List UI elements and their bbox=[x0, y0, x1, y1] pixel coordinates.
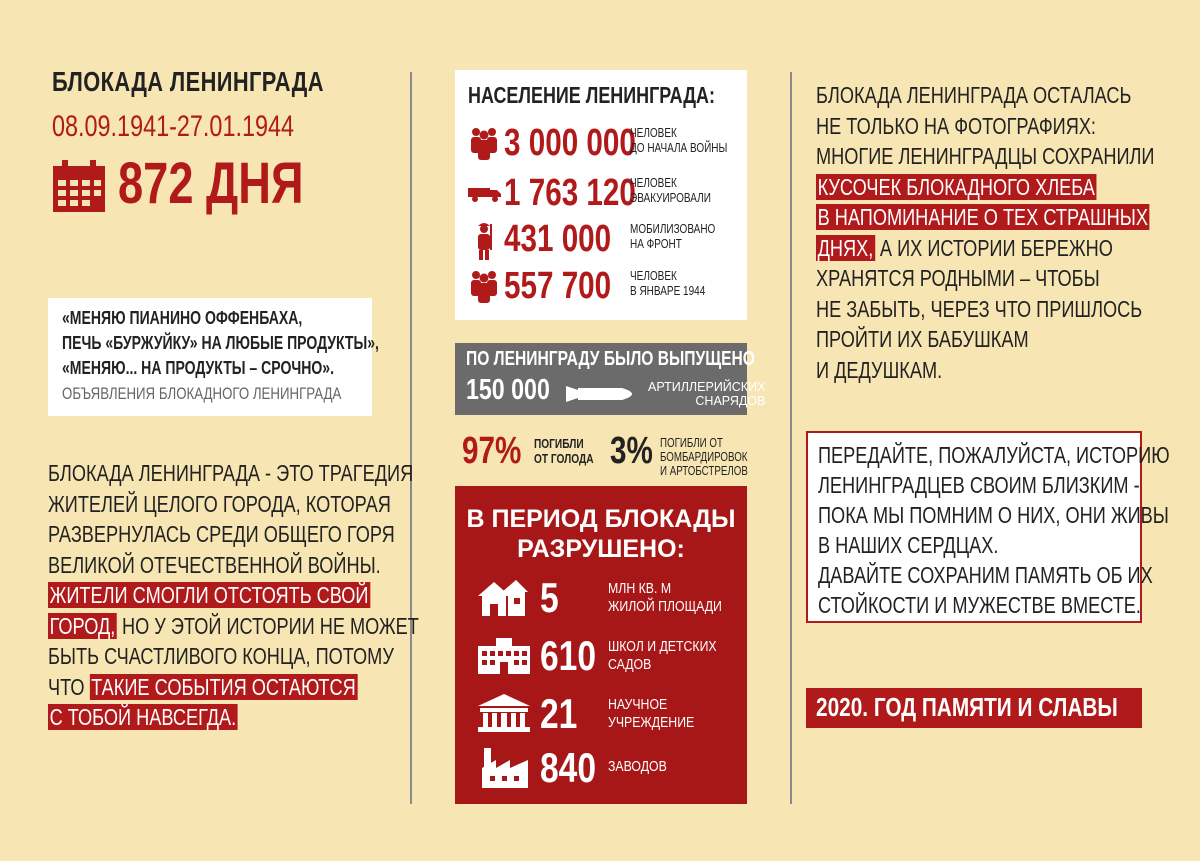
destroyed-label: МЛН КВ. М ЖИЛОЙ ПЛОЩАДИ bbox=[608, 580, 722, 615]
quote-line: ПЕЧЬ «БУРЖУЙКУ» НА ЛЮБЫЕ ПРОДУКТЫ», bbox=[62, 333, 379, 353]
shells-label: АРТИЛЛЕРИЙСКИХ СНАРЯДОВ bbox=[648, 380, 766, 408]
artillery-shell-icon bbox=[562, 380, 644, 408]
institution-icon bbox=[478, 694, 530, 732]
blockade-dates: 08.09.1941-27.01.1944 bbox=[52, 110, 295, 143]
story-text: БЛОКАДА ЛЕНИНГРАДА - ЭТО ТРАГЕДИЯ ЖИТЕЛЕЙ ЦЕЛОГО ГОРОДА, КОТОРАЯ РАЗВЕРНУЛАСЬ СРЕДИ ОБЩЕГО ГОРЯ ВЕЛИКОЙ ОТЕЧЕСТВЕННОЙ ВОЙНЫ. ЖИТЕЛИ СМОГЛИ ОТСТОЯТЬ СВОЙ ГОРОД, НО У ЭТОЙ ИСТОРИИ НЕ МОЖЕТ БЫТЬ СЧАСТЛИВОГО КОНЦА, ПОТОМУ ЧТО ТАКИЕ СОБЫТИЯ ОСТАЮТСЯ С ТОБОЙ НАВСЕГДА. bbox=[48, 460, 419, 730]
destroyed-title: В ПЕРИОД БЛОКАДЫ РАЗРУШЕНО: bbox=[466, 505, 736, 563]
bombing-label: ПОГИБЛИ ОТ БОМБАРДИРОВОК И АРТОБСТРЕЛОВ bbox=[660, 436, 748, 478]
highlight: ЖИТЕЛИ СМОГЛИ ОТСТОЯТЬ СВОЙ bbox=[49, 582, 369, 608]
days-count: 872 ДНЯ bbox=[118, 151, 304, 216]
bombing-percent: 3% bbox=[610, 430, 653, 472]
population-title: НАСЕЛЕНИЕ ЛЕНИНГРАДА: bbox=[468, 82, 715, 108]
soldier-icon bbox=[472, 220, 496, 260]
quote-line: «МЕНЯЮ ПИАНИНО ОФФЕНБАХА, bbox=[62, 308, 303, 328]
quote-line: «МЕНЯЮ... НА ПРОДУКТЫ – СРОЧНО». bbox=[62, 358, 335, 378]
shells-value: 150 000 bbox=[466, 374, 550, 406]
destroyed-row bbox=[478, 690, 738, 742]
destroyed-value: 5 bbox=[540, 574, 559, 621]
population-value: 557 700 bbox=[504, 265, 612, 307]
quote-source: ОБЪЯВЛЕНИЯ БЛОКАДНОГО ЛЕНИНГРАДА bbox=[62, 384, 342, 403]
destroyed-row bbox=[478, 744, 738, 796]
page-title: БЛОКАДА ЛЕНИНГРАДА bbox=[52, 66, 324, 97]
year-banner-text: 2020. ГОД ПАМЯТИ И СЛАВЫ bbox=[816, 692, 1118, 722]
population-row bbox=[468, 265, 748, 311]
divider-right bbox=[790, 72, 792, 804]
school-icon bbox=[478, 638, 530, 674]
population-value: 3 000 000 bbox=[504, 122, 636, 164]
calendar-icon bbox=[52, 160, 106, 214]
highlight: В НАПОМИНАНИЕ О ТЕХ СТРАШНЫХ bbox=[817, 204, 1148, 230]
quote-text bbox=[62, 306, 379, 381]
hunger-label: ПОГИБЛИ ОТ ГОЛОДА bbox=[534, 436, 594, 466]
houses-icon bbox=[478, 578, 528, 618]
truck-icon bbox=[468, 184, 502, 202]
population-row bbox=[468, 218, 748, 264]
destroyed-row bbox=[478, 574, 738, 626]
people-group-icon bbox=[468, 126, 500, 160]
highlight: С ТОБОЙ НАВСЕГДА. bbox=[49, 704, 237, 730]
population-row bbox=[468, 172, 748, 218]
people-group-icon bbox=[468, 269, 500, 303]
population-label: ЧЕЛОВЕК ДО НАЧАЛА ВОЙНЫ bbox=[630, 126, 728, 155]
destroyed-label: НАУЧНОЕ УЧРЕЖДЕНИЕ bbox=[608, 696, 695, 731]
destroyed-value: 21 bbox=[540, 690, 578, 737]
destroyed-row bbox=[478, 632, 738, 684]
population-value: 1 763 120 bbox=[504, 172, 636, 214]
memory-text: БЛОКАДА ЛЕНИНГРАДА ОСТАЛАСЬ НЕ ТОЛЬКО НА ФОТОГРАФИЯХ: МНОГИЕ ЛЕНИНГРАДЦЫ СОХРАНИЛИ КУСОЧЕК БЛОКАДНОГО ХЛЕБА В НАПОМИНАНИЕ О ТЕХ СТРАШНЫХ ДНЯХ, А ИХ ИСТОРИИ БЕРЕЖНО ХРАНЯТСЯ РОДНЫМИ – ЧТОБЫ НЕ ЗАБЫТЬ, ЧЕРЕЗ ЧТО ПРИШЛОСЬ ПРОЙТИ ИХ БАБУШКАМ И ДЕДУШКАМ. bbox=[816, 82, 1155, 383]
population-value: 431 000 bbox=[504, 218, 612, 260]
destroyed-label: ЗАВОДОВ bbox=[608, 758, 667, 775]
destroyed-value: 610 bbox=[540, 632, 597, 679]
population-label: ЧЕЛОВЕК ЭВАКУИРОВАЛИ bbox=[630, 176, 711, 205]
hunger-percent: 97% bbox=[462, 430, 522, 472]
shells-title: ПО ЛЕНИНГРАДУ БЫЛО ВЫПУЩЕНО bbox=[466, 348, 755, 370]
highlight: ДНЯХ, bbox=[817, 234, 874, 261]
highlight: ГОРОД, bbox=[49, 612, 116, 639]
appeal-text: ПЕРЕДАЙТЕ, ПОЖАЛУЙСТА, ИСТОРИЮ ЛЕНИНГРАДЦЕВ СВОИМ БЛИЗКИМ - ПОКА МЫ ПОМНИМ О НИХ, ОНИ ЖИВЫ В НАШИХ СЕРДЦАХ. ДАВАЙТЕ СОХРАНИМ ПАМЯТЬ ОБ ИХ СТОЙКОСТИ И МУЖЕСТВЕ ВМЕСТЕ. bbox=[818, 442, 1170, 618]
population-label: МОБИЛИЗОВАНО НА ФРОНТ bbox=[630, 222, 716, 251]
population-label: ЧЕЛОВЕК В ЯНВАРЕ 1944 bbox=[630, 269, 706, 298]
destroyed-value: 840 bbox=[540, 744, 597, 791]
highlight: ТАКИЕ СОБЫТИЯ ОСТАЮТСЯ bbox=[91, 673, 356, 700]
population-row bbox=[468, 122, 748, 168]
factory-icon bbox=[482, 748, 528, 788]
destroyed-label: ШКОЛ И ДЕТСКИХ САДОВ bbox=[608, 638, 717, 673]
highlight: КУСОЧЕК БЛОКАДНОГО ХЛЕБА bbox=[817, 173, 1095, 200]
